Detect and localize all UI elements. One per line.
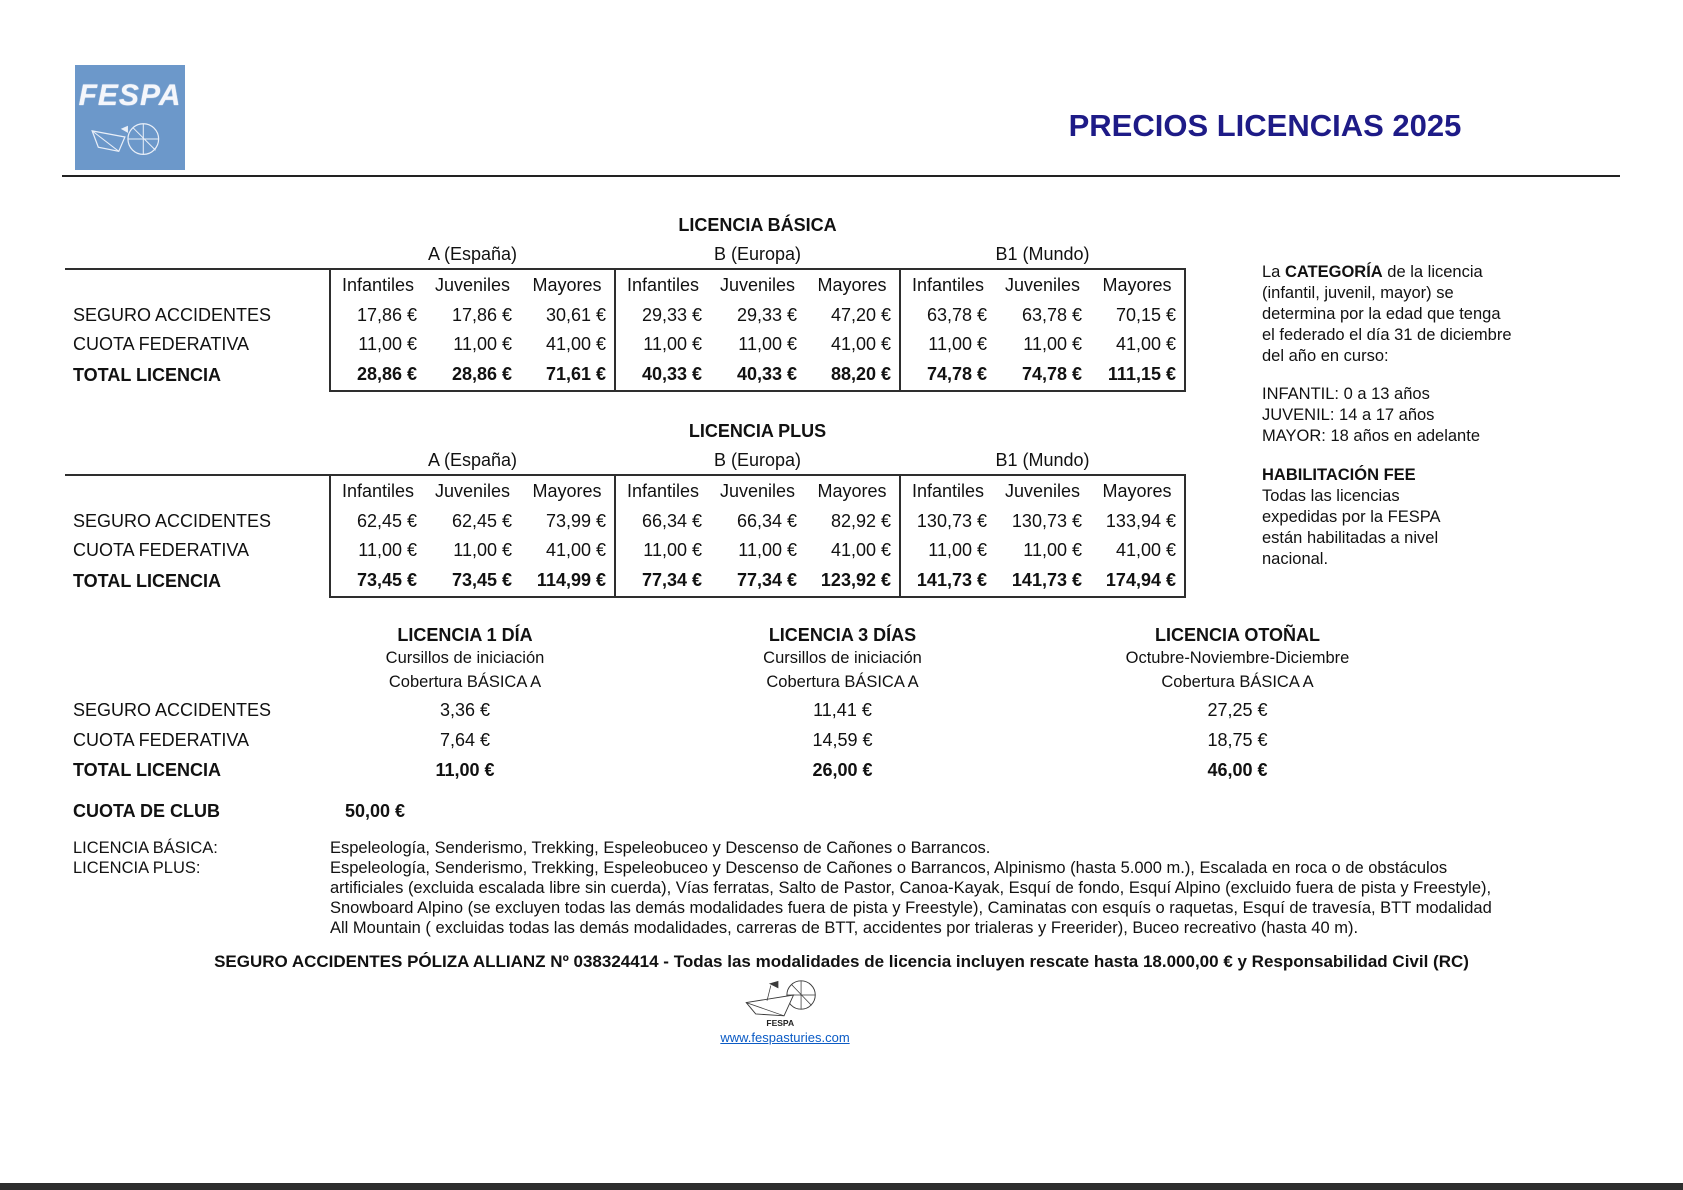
price-cell: 11,00 € <box>928 540 987 560</box>
price-cell: 141,73 € <box>900 565 995 597</box>
spacer-cell <box>65 648 330 669</box>
price-cell: 11,00 € <box>643 334 702 354</box>
price-cell: 11,00 € <box>1023 540 1082 560</box>
boat-compass-icon <box>84 115 176 159</box>
group-header: B1 (Mundo) <box>900 238 1185 269</box>
page-bottom-border <box>0 1183 1683 1190</box>
basica-description-text: Espeleología, Senderismo, Trekking, Espeleobuceo y Descenso de Cañones o Barrancos. <box>330 839 991 857</box>
website-link-container <box>700 1030 870 1045</box>
license-title: LICENCIA OTOÑAL <box>1155 624 1320 645</box>
header-divider <box>62 175 1620 177</box>
category-text-rest: de la licencia (infantil, juvenil, mayor) se determina por la edad que tenga el federado el día 31 de diciembre del año en curso: <box>1262 263 1512 365</box>
row-label: CUOTA FEDERATIVA <box>73 730 250 750</box>
price-cell: 74,78 € <box>900 359 995 391</box>
price-cell: 47,20 € <box>805 301 900 330</box>
plus-description-row <box>73 858 1505 938</box>
plus-description-text: Espeleología, Senderismo, Trekking, Espeleobuceo y Descenso de Cañones o Barrancos, Alpinismo (hasta 5.000 m.), Escalada en roca o de obstáculos artificiales (excluida escalada libre sin cuerda), Vías ferratas, Salto de Pastor, Canoa-Kayak, Esquí de fondo, Esquí Alpino (excluido fuera de pista y Freestyle), Snowboard Alpino (se excluyen todas las demás modalidades fuera de pista y Freestyle), Caminatas con esquís o raquetas, Esquí de travesía, BTT modalidad All Mountain ( excluidas todas las demás modalidades, carreras de BTT, accidentes por trialeras y Freerider), Buceo recreativo (hasta 40 m). <box>330 859 1492 937</box>
row-label: TOTAL LICENCIA <box>73 759 221 780</box>
price-cell: 73,99 € <box>520 507 615 536</box>
website-link[interactable]: www.fespasturies.com <box>720 1030 850 1045</box>
col-header: Infantiles <box>626 275 700 295</box>
table-row <box>65 301 1185 330</box>
col-header: Juveniles <box>719 275 796 295</box>
price-cell: 133,94 € <box>1090 507 1185 536</box>
corner-cell <box>65 269 330 301</box>
fespa-logo <box>75 65 185 170</box>
fespa-logo-text: FESPA <box>78 79 182 112</box>
price-cell: 28,86 € <box>425 359 520 391</box>
group-header: B (Europa) <box>615 444 900 475</box>
price-cell: 71,61 € <box>520 359 615 391</box>
group-header-row <box>65 238 1185 269</box>
price-cell: 29,33 € <box>736 305 797 325</box>
price-cell: 11,00 € <box>358 334 417 354</box>
fespa-footer-caption: FESPA <box>766 1018 795 1029</box>
col-header: Mayores <box>520 475 615 507</box>
price-cell: 17,86 € <box>356 305 417 325</box>
price-cell: 11,00 € <box>358 540 417 560</box>
row-label: TOTAL LICENCIA <box>65 565 330 597</box>
col-header: Infantiles <box>341 275 415 295</box>
price-cell: 7,64 € <box>439 730 491 750</box>
basica-table-title: LICENCIA BÁSICA <box>678 215 837 235</box>
price-cell: 41,00 € <box>520 536 615 565</box>
col-header: Infantiles <box>341 481 415 501</box>
license-coverage: Cobertura BÁSICA A <box>1161 672 1314 691</box>
price-cell: 41,00 € <box>1090 536 1185 565</box>
col-header: Infantiles <box>911 481 985 501</box>
price-cell: 66,34 € <box>736 511 797 531</box>
col-header: Mayores <box>520 269 615 301</box>
table-row <box>65 507 1185 536</box>
license-coverage: Cobertura BÁSICA A <box>388 672 542 691</box>
price-cell: 62,45 € <box>451 511 512 531</box>
col-header: Infantiles <box>626 481 700 501</box>
total-row <box>65 565 1185 597</box>
plus-description-label: LICENCIA PLUS: <box>73 859 201 877</box>
col-header: Mayores <box>805 475 900 507</box>
category-paragraph <box>1262 262 1517 367</box>
habilitacion-fee-title: HABILITACIÓN FEE <box>1262 466 1416 484</box>
price-cell: 40,33 € <box>615 359 710 391</box>
total-row <box>65 359 1185 391</box>
price-cell: 14,59 € <box>812 730 873 750</box>
corner-cell <box>65 475 330 507</box>
licencia-basica-table <box>65 238 1186 392</box>
price-cell: 46,00 € <box>1207 759 1268 780</box>
row-label: CUOTA FEDERATIVA <box>65 536 330 565</box>
price-cell: 88,20 € <box>805 359 900 391</box>
habilitacion-fee-text: Todas las licencias expedidas por la FESPA están habilitadas a nivel nacional. <box>1262 487 1440 568</box>
price-cell: 77,34 € <box>710 565 805 597</box>
insurance-policy-note: SEGURO ACCIDENTES PÓLIZA ALLIANZ Nº 038324414 - Todas las modalidades de licencia incluyen rescate hasta 18.000,00 € y Responsabilidad Civil (RC) <box>214 952 1469 971</box>
license-coverage: Cobertura BÁSICA A <box>766 672 919 691</box>
category-note <box>1262 262 1517 570</box>
group-header: B1 (Mundo) <box>900 444 1185 475</box>
price-cell: 40,33 € <box>710 359 805 391</box>
corner-cell <box>65 444 330 475</box>
category-text-bold: CATEGORÍA <box>1284 263 1383 281</box>
col-header: Mayores <box>1090 269 1185 301</box>
price-cell: 130,73 € <box>916 511 987 531</box>
table-row <box>65 330 1185 359</box>
price-cell: 174,94 € <box>1090 565 1185 597</box>
license-subtitle: Cursillos de iniciación <box>385 649 545 667</box>
price-cell: 114,99 € <box>520 565 615 597</box>
row-label: SEGURO ACCIDENTES <box>73 700 272 720</box>
club-fee-value: 50,00 € <box>345 801 406 821</box>
price-cell: 27,25 € <box>1207 700 1268 720</box>
group-header: B (Europa) <box>615 238 900 269</box>
price-cell: 11,00 € <box>738 540 797 560</box>
row-label: TOTAL LICENCIA <box>65 359 330 391</box>
license-subtitle: Cursillos de iniciación <box>763 649 922 667</box>
price-cell: 63,78 € <box>926 305 987 325</box>
price-cell: 130,73 € <box>1011 511 1082 531</box>
price-cell: 111,15 € <box>1090 359 1185 391</box>
col-header: Juveniles <box>434 481 511 501</box>
row-label: SEGURO ACCIDENTES <box>65 507 330 536</box>
price-cell: 18,75 € <box>1207 730 1268 750</box>
column-header-row <box>65 475 1185 507</box>
license-title: LICENCIA 1 DÍA <box>397 624 533 645</box>
price-cell: 66,34 € <box>641 511 702 531</box>
price-cell: 41,00 € <box>520 330 615 359</box>
price-cell: 26,00 € <box>812 759 873 780</box>
category-text-prefix: La <box>1262 263 1285 281</box>
price-cell: 11,41 € <box>813 700 872 720</box>
price-cell: 82,92 € <box>805 507 900 536</box>
row-label: SEGURO ACCIDENTES <box>65 301 330 330</box>
col-header: Juveniles <box>434 275 511 295</box>
col-header: Juveniles <box>719 481 796 501</box>
price-cell: 11,00 € <box>643 540 702 560</box>
spacer-cell <box>65 669 330 695</box>
price-cell: 11,00 € <box>738 334 797 354</box>
price-cell: 123,92 € <box>805 565 900 597</box>
spacer-cell <box>65 622 330 648</box>
col-header: Mayores <box>1090 475 1185 507</box>
row-label: CUOTA FEDERATIVA <box>65 330 330 359</box>
group-header: A (España) <box>330 444 615 475</box>
age-ranges <box>1262 384 1517 447</box>
table-row <box>65 536 1185 565</box>
group-header: A (España) <box>330 238 615 269</box>
price-cell: 77,34 € <box>615 565 710 597</box>
price-cell: 17,86 € <box>451 305 512 325</box>
license-title: LICENCIA 3 DÍAS <box>768 624 917 645</box>
short-licenses-section <box>65 622 1390 785</box>
price-cell: 74,78 € <box>995 359 1090 391</box>
license-descriptions <box>73 838 1505 938</box>
price-cell: 41,00 € <box>805 536 900 565</box>
fespa-boat-logo-icon <box>722 978 848 1030</box>
corner-cell <box>65 238 330 269</box>
col-header: Infantiles <box>911 275 985 295</box>
col-header: Juveniles <box>1004 275 1081 295</box>
price-cell: 11,00 € <box>1023 334 1082 354</box>
price-cell: 63,78 € <box>1021 305 1082 325</box>
col-header: Juveniles <box>1004 481 1081 501</box>
price-cell: 70,15 € <box>1090 301 1185 330</box>
price-cell: 141,73 € <box>995 565 1090 597</box>
price-cell: 11,00 € <box>435 759 495 780</box>
basica-description-row <box>73 838 1505 858</box>
price-cell: 73,45 € <box>425 565 520 597</box>
price-cell: 3,36 € <box>439 700 491 720</box>
price-cell: 29,33 € <box>641 305 702 325</box>
club-fee-label: CUOTA DE CLUB <box>73 801 220 821</box>
group-header-row <box>65 444 1185 475</box>
price-cell: 11,00 € <box>453 540 512 560</box>
price-cell: 28,86 € <box>330 359 425 391</box>
price-cell: 62,45 € <box>356 511 417 531</box>
plus-table-title: LICENCIA PLUS <box>688 421 827 441</box>
price-cell: 41,00 € <box>805 330 900 359</box>
price-cell: 11,00 € <box>928 334 987 354</box>
age-range-juvenil: JUVENIL: 14 a 17 años <box>1262 406 1435 424</box>
license-subtitle: Octubre-Noviembre-Diciembre <box>1125 649 1350 667</box>
col-header: Mayores <box>805 269 900 301</box>
price-cell: 11,00 € <box>453 334 512 354</box>
licencia-plus-table <box>65 444 1186 598</box>
page-title: PRECIOS LICENCIAS 2025 <box>1068 108 1462 143</box>
age-range-mayor: MAYOR: 18 años en adelante <box>1262 427 1480 445</box>
price-cell: 41,00 € <box>1090 330 1185 359</box>
column-header-row <box>65 269 1185 301</box>
price-cell: 30,61 € <box>520 301 615 330</box>
price-cell: 73,45 € <box>330 565 425 597</box>
age-range-infantil: INFANTIL: 0 a 13 años <box>1262 385 1430 403</box>
basica-description-label: LICENCIA BÁSICA: <box>73 839 218 857</box>
